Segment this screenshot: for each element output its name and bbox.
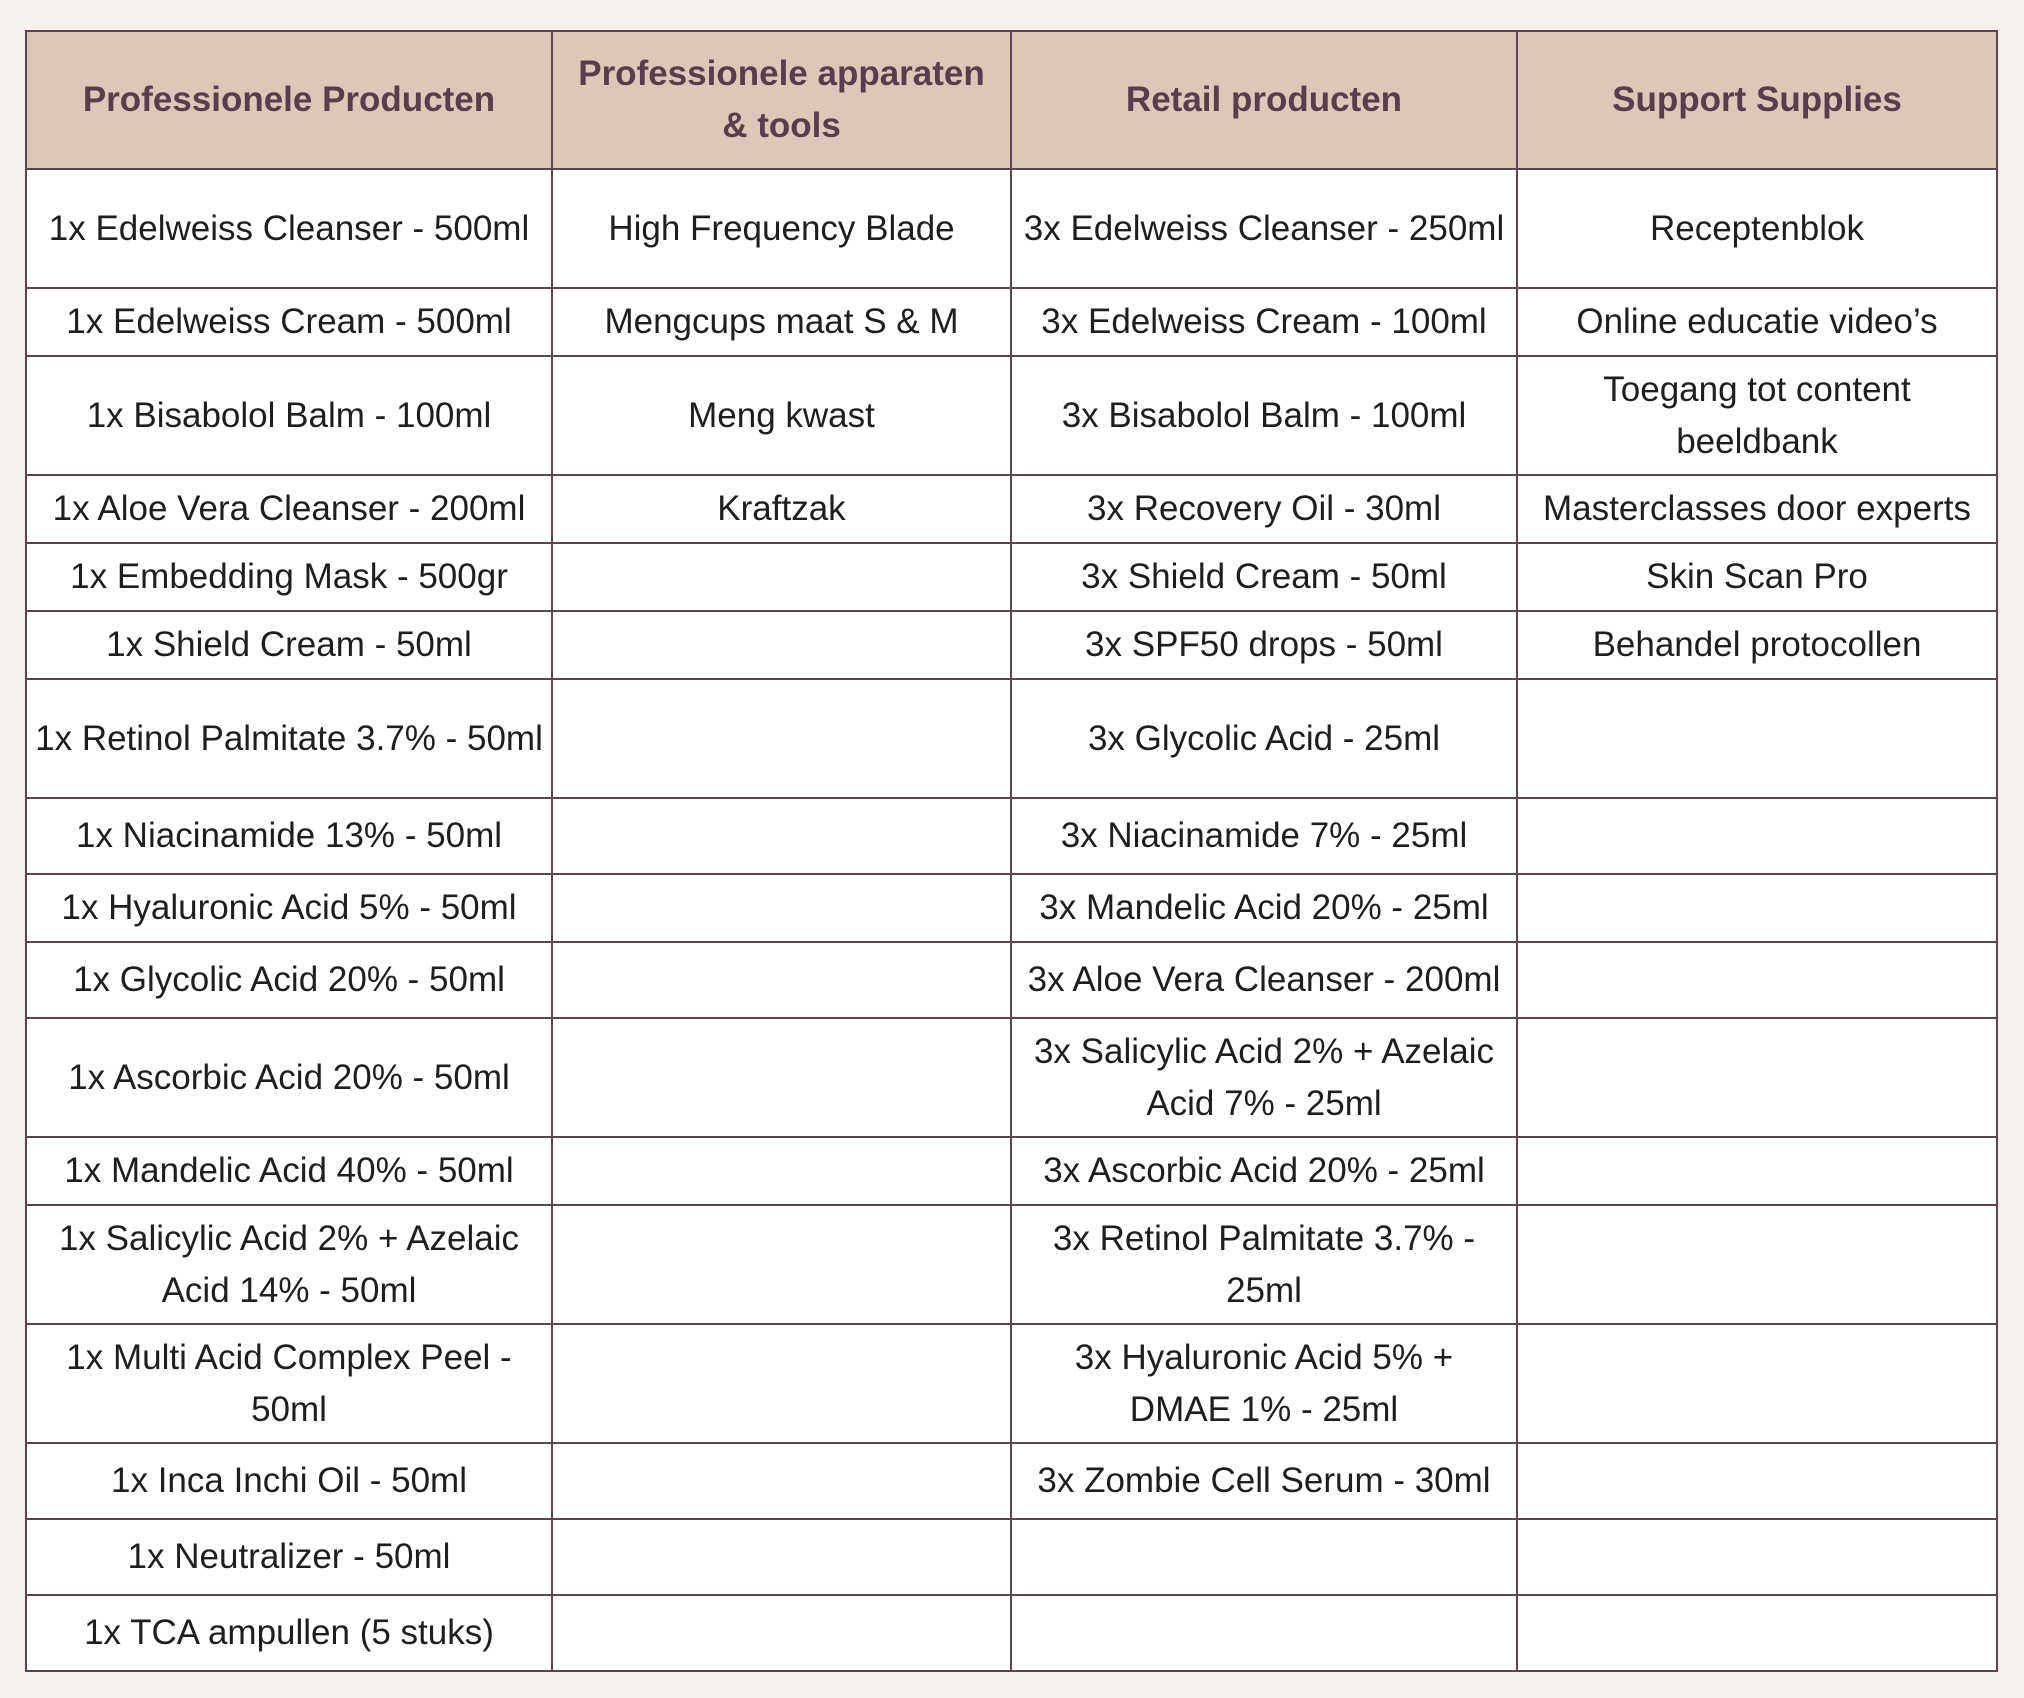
table-cell: 3x Bisabolol Balm - 100ml — [1011, 356, 1517, 475]
table-cell: 1x Ascorbic Acid 20% - 50ml — [26, 1018, 552, 1137]
table-row — [26, 874, 1997, 942]
table-cell: 1x Edelweiss Cream - 500ml — [26, 288, 552, 356]
table-cell: 1x Retinol Palmitate 3.7% - 50ml — [26, 679, 552, 798]
table-cell: 3x Aloe Vera Cleanser - 200ml — [1011, 942, 1517, 1018]
table-row — [26, 475, 1997, 543]
header-professionele-producten: Professionele Producten — [26, 31, 552, 169]
table-cell — [1517, 679, 1997, 798]
table-cell — [1517, 798, 1997, 874]
table-cell: 1x Hyaluronic Acid 5% - 50ml — [26, 874, 552, 942]
table-cell: 3x Niacinamide 7% - 25ml — [1011, 798, 1517, 874]
product-table — [25, 30, 1998, 1672]
table-cell: 3x Retinol Palmitate 3.7% - 25ml — [1011, 1205, 1517, 1324]
table-cell — [552, 1324, 1011, 1443]
table-cell: Behandel protocollen — [1517, 611, 1997, 679]
table-row — [26, 1324, 1997, 1443]
table-cell: 3x Ascorbic Acid 20% - 25ml — [1011, 1137, 1517, 1205]
table-cell: Meng kwast — [552, 356, 1011, 475]
table-cell: 1x Glycolic Acid 20% - 50ml — [26, 942, 552, 1018]
table-row — [26, 169, 1997, 288]
table-cell: 1x Edelweiss Cleanser - 500ml — [26, 169, 552, 288]
table-cell: 3x Edelweiss Cleanser - 250ml — [1011, 169, 1517, 288]
table-cell: 1x Neutralizer - 50ml — [26, 1519, 552, 1595]
table-cell — [552, 874, 1011, 942]
table-cell — [1517, 1137, 1997, 1205]
table-row — [26, 1443, 1997, 1519]
table-cell: Online educatie video’s — [1517, 288, 1997, 356]
table-cell — [1011, 1519, 1517, 1595]
table-row — [26, 288, 1997, 356]
table-cell: 3x Glycolic Acid - 25ml — [1011, 679, 1517, 798]
table-cell: 3x Shield Cream - 50ml — [1011, 543, 1517, 611]
table-cell: 1x Mandelic Acid 40% - 50ml — [26, 1137, 552, 1205]
table-cell: 1x TCA ampullen (5 stuks) — [26, 1595, 552, 1671]
table-cell: 1x Salicylic Acid 2% + Azelaic Acid 14% - 50ml — [26, 1205, 552, 1324]
table-cell — [552, 1519, 1011, 1595]
table-row — [26, 1205, 1997, 1324]
table-cell: 1x Inca Inchi Oil - 50ml — [26, 1443, 552, 1519]
table-cell — [552, 679, 1011, 798]
table-cell: Mengcups maat S & M — [552, 288, 1011, 356]
table-cell: 1x Aloe Vera Cleanser - 200ml — [26, 475, 552, 543]
table-cell — [552, 1018, 1011, 1137]
table-cell: 1x Shield Cream - 50ml — [26, 611, 552, 679]
table-cell — [1517, 1324, 1997, 1443]
table-cell: 3x Edelweiss Cream - 100ml — [1011, 288, 1517, 356]
table-cell — [552, 1205, 1011, 1324]
table-cell — [552, 1595, 1011, 1671]
table-cell: Skin Scan Pro — [1517, 543, 1997, 611]
table-header — [26, 31, 1997, 169]
table-cell — [1517, 1018, 1997, 1137]
header-support-supplies: Support Supplies — [1517, 31, 1997, 169]
table-cell: 1x Niacinamide 13% - 50ml — [26, 798, 552, 874]
table-cell — [1011, 1595, 1517, 1671]
header-retail-producten: Retail producten — [1011, 31, 1517, 169]
table-row — [26, 543, 1997, 611]
table-cell: 3x Recovery Oil - 30ml — [1011, 475, 1517, 543]
table-cell: High Frequency Blade — [552, 169, 1011, 288]
table-row — [26, 356, 1997, 475]
table-cell — [552, 942, 1011, 1018]
table-row — [26, 1519, 1997, 1595]
header-row — [26, 31, 1997, 169]
table-row — [26, 1018, 1997, 1137]
table-cell: 3x SPF50 drops - 50ml — [1011, 611, 1517, 679]
table-row — [26, 1595, 1997, 1671]
header-professionele-apparaten-tools: Professionele apparaten & tools — [552, 31, 1011, 169]
table-cell: Receptenblok — [1517, 169, 1997, 288]
table-row — [26, 679, 1997, 798]
table-cell — [1517, 1205, 1997, 1324]
table-row — [26, 942, 1997, 1018]
table-cell: 3x Hyaluronic Acid 5% + DMAE 1% - 25ml — [1011, 1324, 1517, 1443]
table-row — [26, 798, 1997, 874]
table-cell — [552, 798, 1011, 874]
table-cell — [1517, 1443, 1997, 1519]
table-cell: 3x Salicylic Acid 2% + Azelaic Acid 7% - 25ml — [1011, 1018, 1517, 1137]
table-cell: 1x Bisabolol Balm - 100ml — [26, 356, 552, 475]
table-cell — [552, 1443, 1011, 1519]
table-cell — [1517, 874, 1997, 942]
table-cell — [552, 1137, 1011, 1205]
table-body — [26, 169, 1997, 1671]
table-cell — [1517, 1519, 1997, 1595]
table-cell: 3x Mandelic Acid 20% - 25ml — [1011, 874, 1517, 942]
table-cell — [1517, 942, 1997, 1018]
table-cell: Kraftzak — [552, 475, 1011, 543]
table-cell: Masterclasses door experts — [1517, 475, 1997, 543]
table-cell — [552, 543, 1011, 611]
table-row — [26, 1137, 1997, 1205]
table-row — [26, 611, 1997, 679]
table-cell: 1x Multi Acid Complex Peel - 50ml — [26, 1324, 552, 1443]
table-cell: Toegang tot content beeldbank — [1517, 356, 1997, 475]
product-table-container — [25, 30, 1996, 1672]
table-cell — [1517, 1595, 1997, 1671]
table-cell: 3x Zombie Cell Serum - 30ml — [1011, 1443, 1517, 1519]
table-cell — [552, 611, 1011, 679]
table-cell: 1x Embedding Mask - 500gr — [26, 543, 552, 611]
